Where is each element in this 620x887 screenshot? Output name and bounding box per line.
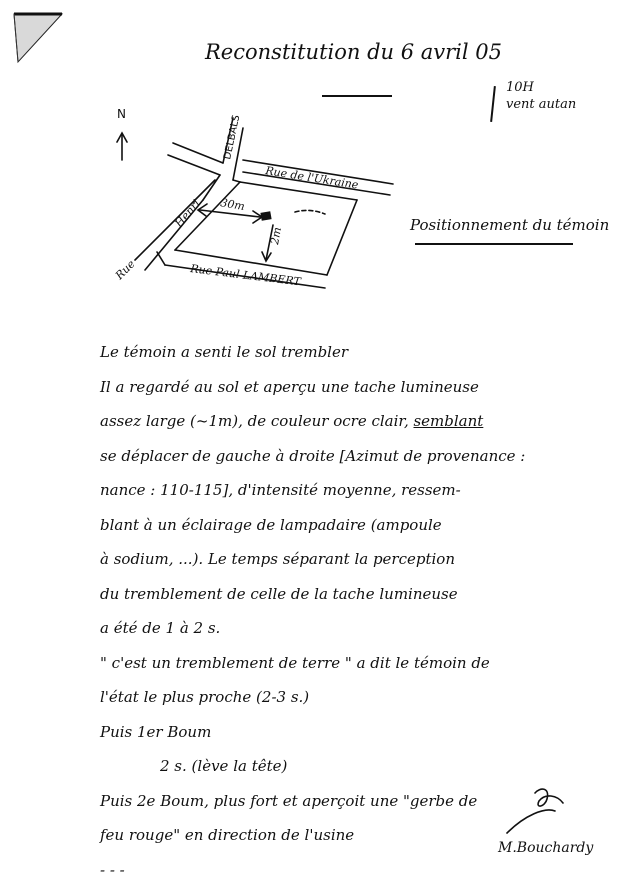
statement-line: feu rouge" en direction de l'usine [100,818,605,853]
statement-line: nance : 110-115], d'intensité moyenne, ressem- [100,473,605,508]
distance-vertical: 2m [268,226,284,246]
title-underline [322,95,392,97]
signature-flourish [505,785,585,835]
underlined-word: semblant [413,412,483,430]
statement-line: - - - [100,853,605,887]
corner-triangle-mark [12,12,64,64]
statement-line: a été de 1 à 2 s. [100,611,605,646]
wind-note: vent autan [506,97,576,112]
statement-line: Le témoin a senti le sol trembler [100,335,605,370]
statement-line: 2 s. (lève la tête) [100,749,605,784]
location-sketch-map [95,100,415,305]
statement-line: Il a regardé au sol et aperçu une tache lumineuse [100,370,605,405]
statement-line: l'état le plus proche (2-3 s.) [100,680,605,715]
statement-line: Puis 2e Boum, plus fort et aperçoit une "gerbe de [100,784,605,819]
signature-name: M.Bouchardy [498,840,593,856]
distance-horizontal: 30m [219,196,245,213]
statement-line: blant à un éclairage de lampadaire (ampoule [100,508,605,543]
statement-line: assez large (~1m), de couleur ocre clair, semblant [100,404,605,439]
street-label-henri: Henri [172,197,203,231]
street-label-delbals: DELBALS [222,114,242,161]
map-caption: Positionnement du témoin [410,216,609,234]
statement-line: se déplacer de gauche à droite [Azimut de provenance : [100,439,605,474]
witness-marker [260,211,271,221]
statement-line: " c'est un tremblement de terre " a dit le témoin de [100,646,605,681]
time-value: 10H [506,80,534,95]
statement-line: du tremblement de celle de la tache lumineuse [100,577,605,612]
page-title: Reconstitution du 6 avril 05 [205,40,502,64]
street-label-paul-lambert: Rue Paul LAMBERT [189,262,303,289]
north-label: N [117,107,126,121]
statement-line: à sodium, ...). Le temps séparant la perception [100,542,605,577]
street-label-ukraine: Rue de l'Ukraine [264,164,360,192]
street-label-corner: Rue [112,257,138,283]
statement-line: Puis 1er Boum [100,715,605,750]
caption-underline [415,243,573,245]
time-bracket [490,86,496,122]
